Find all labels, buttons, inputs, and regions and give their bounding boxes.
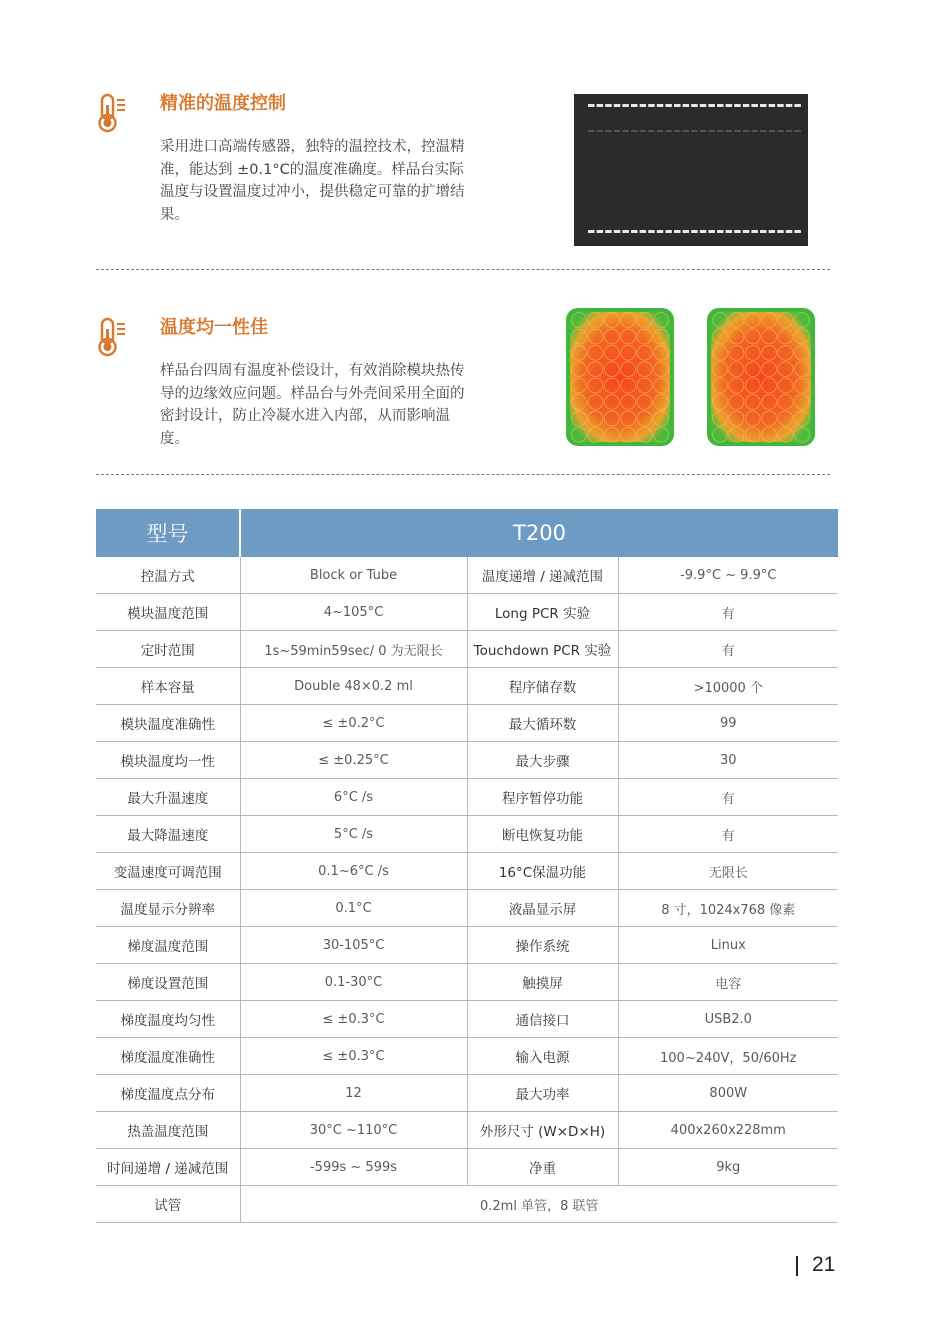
gel-band [726, 230, 733, 233]
gel-band [691, 104, 698, 107]
gel-band-faint [751, 130, 758, 132]
gel-band-faint [597, 130, 604, 132]
gel-band [674, 230, 681, 233]
gel-band-faint [760, 130, 767, 132]
row-value-left: ≤ ±0.25°C [240, 742, 467, 779]
gel-band [640, 230, 647, 233]
gel-band-faint [657, 130, 664, 132]
gel-band [648, 230, 655, 233]
row-value-merged: 0.2ml 单管，8 联管 [240, 1186, 838, 1223]
gel-band-faint [743, 130, 750, 132]
gel-band-faint [683, 130, 690, 132]
row-label-right: 最大步骤 [467, 742, 618, 779]
row-value-left: -599s ~ 599s [240, 1149, 467, 1186]
row-value-left: 6°C /s [240, 779, 467, 816]
row-label-right: 净重 [467, 1149, 618, 1186]
gel-band [777, 230, 784, 233]
row-label-right: 16°C保温功能 [467, 853, 618, 890]
gel-band-faint [769, 130, 776, 132]
gel-band-faint [794, 130, 801, 132]
thermometer-icon [96, 92, 130, 134]
row-value-right: 8 寸，1024x768 像素 [618, 890, 838, 927]
row-value-left: 1s~59min59sec/ 0 为无限长 [240, 631, 467, 668]
row-value-left: ≤ ±0.3°C [240, 1001, 467, 1038]
gel-band [588, 230, 595, 233]
row-value-right: 99 [618, 705, 838, 742]
gel-band [588, 104, 595, 107]
gel-band-faint [614, 130, 621, 132]
row-value-right: 有 [618, 594, 838, 631]
gel-electrophoresis-image [574, 94, 808, 246]
row-label-left: 梯度温度准确性 [96, 1038, 240, 1075]
row-value-right: Linux [618, 927, 838, 964]
gel-band-faint [631, 130, 638, 132]
gel-band [786, 104, 793, 107]
gel-band [717, 104, 724, 107]
gel-band [605, 104, 612, 107]
gel-band [751, 230, 758, 233]
row-label-left: 梯度设置范围 [96, 964, 240, 1001]
row-value-right: 800W [618, 1075, 838, 1112]
row-label-left: 梯度温度点分布 [96, 1075, 240, 1112]
row-label-right: 外形尺寸 (W×D×H) [467, 1112, 618, 1149]
gel-band [683, 104, 690, 107]
heatmap-block-left [565, 307, 675, 447]
gel-band [734, 230, 741, 233]
gel-band-faint [622, 130, 629, 132]
gel-band [614, 230, 621, 233]
gel-band [691, 230, 698, 233]
row-value-left: ≤ ±0.2°C [240, 705, 467, 742]
row-value-left: 4~105°C [240, 594, 467, 631]
gel-band [760, 104, 767, 107]
table-row [96, 668, 838, 705]
gel-band [786, 230, 793, 233]
gel-band [726, 104, 733, 107]
row-label-left: 梯度温度均匀性 [96, 1001, 240, 1038]
gel-band [700, 104, 707, 107]
gel-band-faint [734, 130, 741, 132]
gel-band [777, 104, 784, 107]
row-label-right: 断电恢复功能 [467, 816, 618, 853]
row-value-right: 无限长 [618, 853, 838, 890]
gel-band [597, 230, 604, 233]
row-value-right: 有 [618, 779, 838, 816]
table-row [96, 816, 838, 853]
table-row [96, 705, 838, 742]
table-row [96, 964, 838, 1001]
table-row [96, 557, 838, 594]
gel-band-faint [605, 130, 612, 132]
row-value-left: 30°C ~110°C [240, 1112, 467, 1149]
gel-band [717, 230, 724, 233]
row-value-left: 12 [240, 1075, 467, 1112]
gel-band [631, 230, 638, 233]
table-row [96, 890, 838, 927]
gel-band-faint [708, 130, 715, 132]
gel-band [657, 104, 664, 107]
gel-band-faint [726, 130, 733, 132]
row-label-left: 时间递增 / 递减范围 [96, 1149, 240, 1186]
row-label-right: 操作系统 [467, 927, 618, 964]
specification-table [96, 509, 838, 1223]
row-label-left: 变温速度可调范围 [96, 853, 240, 890]
gel-band [700, 230, 707, 233]
gel-band-faint [786, 130, 793, 132]
feature-title: 温度均一性佳 [160, 317, 268, 338]
row-value-right: USB2.0 [618, 1001, 838, 1038]
row-label-left: 热盖温度范围 [96, 1112, 240, 1149]
row-value-left: 5°C /s [240, 816, 467, 853]
gel-band [743, 104, 750, 107]
row-label-left: 温度显示分辨率 [96, 890, 240, 927]
row-value-left: Double 48×0.2 ml [240, 668, 467, 705]
row-label-right: 触摸屏 [467, 964, 618, 1001]
gel-band [683, 230, 690, 233]
table-row [96, 1112, 838, 1149]
row-label-right: 输入电源 [467, 1038, 618, 1075]
row-value-right: -9.9°C ~ 9.9°C [618, 557, 838, 594]
gel-band-faint [674, 130, 681, 132]
table-row [96, 1186, 838, 1223]
gel-band [794, 104, 801, 107]
row-label-right: 程序暂停功能 [467, 779, 618, 816]
row-label-left: 控温方式 [96, 557, 240, 594]
gel-band [631, 104, 638, 107]
row-label-right: 程序储存数 [467, 668, 618, 705]
feature-title: 精准的温度控制 [160, 93, 286, 114]
table-row [96, 742, 838, 779]
feature-description: 样品台四周有温度补偿设计，有效消除模块热传导的边缘效应问题。样品台与外壳间采用全面的密封设计，防止冷凝水进入内部，从而影响温度。 [160, 363, 465, 447]
gel-band [657, 230, 664, 233]
row-label-right: 最大功率 [467, 1075, 618, 1112]
gel-band [665, 104, 672, 107]
gel-band [769, 230, 776, 233]
page-number: 21 [812, 1253, 836, 1276]
dashed-divider [96, 269, 830, 270]
row-value-right: 有 [618, 631, 838, 668]
table-row [96, 594, 838, 631]
row-label-right: Touchdown PCR 实验 [467, 631, 618, 668]
row-value-right: 400x260x228mm [618, 1112, 838, 1149]
table-row [96, 853, 838, 890]
gel-band-faint [648, 130, 655, 132]
row-value-right: >10000 个 [618, 668, 838, 705]
table-header-row [96, 509, 838, 557]
gel-band-faint [588, 130, 595, 132]
heatmap-block-right [706, 307, 816, 447]
row-label-left: 模块温度范围 [96, 594, 240, 631]
gel-band [597, 104, 604, 107]
row-label-left: 梯度温度范围 [96, 927, 240, 964]
row-value-left: 0.1~6°C /s [240, 853, 467, 890]
table-row [96, 631, 838, 668]
gel-band [751, 104, 758, 107]
row-value-right: 有 [618, 816, 838, 853]
gel-band [708, 104, 715, 107]
gel-band-faint [717, 130, 724, 132]
row-label-left: 样本容量 [96, 668, 240, 705]
gel-band [674, 104, 681, 107]
gel-band-faint [691, 130, 698, 132]
row-label-left: 最大升温速度 [96, 779, 240, 816]
gel-band [622, 230, 629, 233]
table-row [96, 1075, 838, 1112]
table-row [96, 1001, 838, 1038]
feature-description: 采用进口高端传感器，独特的温控技术，控温精准，能达到 ±0.1°C的温度准确度。样品台实际温度与设置温度过冲小，提供稳定可靠的扩增结果。 [160, 139, 465, 223]
row-label-left: 最大降温速度 [96, 816, 240, 853]
gel-band [794, 230, 801, 233]
gel-band [743, 230, 750, 233]
row-label-right: 最大循环数 [467, 705, 618, 742]
row-label-right: 通信接口 [467, 1001, 618, 1038]
gel-band-faint [640, 130, 647, 132]
gel-band [760, 230, 767, 233]
gel-band [665, 230, 672, 233]
gel-band [622, 104, 629, 107]
gel-band [708, 230, 715, 233]
row-value-left: 0.1°C [240, 890, 467, 927]
row-value-right: 9kg [618, 1149, 838, 1186]
row-label-right: 温度递增 / 递减范围 [467, 557, 618, 594]
row-value-right: 100~240V，50/60Hz [618, 1038, 838, 1075]
row-value-right: 电容 [618, 964, 838, 1001]
dashed-divider [96, 474, 830, 475]
row-value-right: 30 [618, 742, 838, 779]
gel-band [734, 104, 741, 107]
gel-band [614, 104, 621, 107]
gel-band [648, 104, 655, 107]
gel-band [640, 104, 647, 107]
row-value-left: Block or Tube [240, 557, 467, 594]
table-row [96, 1038, 838, 1075]
gel-band-faint [665, 130, 672, 132]
table-row [96, 779, 838, 816]
gel-band-faint [700, 130, 707, 132]
header-label: 型号 [96, 509, 240, 557]
gel-band [605, 230, 612, 233]
row-label-left: 试管 [96, 1186, 240, 1223]
thermometer-icon [96, 316, 130, 358]
row-label-right: Long PCR 实验 [467, 594, 618, 631]
table-row [96, 1149, 838, 1186]
row-label-left: 模块温度均一性 [96, 742, 240, 779]
gel-band-faint [777, 130, 784, 132]
row-value-left: ≤ ±0.3°C [240, 1038, 467, 1075]
row-label-left: 模块温度准确性 [96, 705, 240, 742]
row-value-left: 0.1-30°C [240, 964, 467, 1001]
gel-band [769, 104, 776, 107]
table-row [96, 927, 838, 964]
row-label-right: 液晶显示屏 [467, 890, 618, 927]
row-label-left: 定时范围 [96, 631, 240, 668]
header-model: T200 [240, 509, 838, 557]
row-value-left: 30-105°C [240, 927, 467, 964]
